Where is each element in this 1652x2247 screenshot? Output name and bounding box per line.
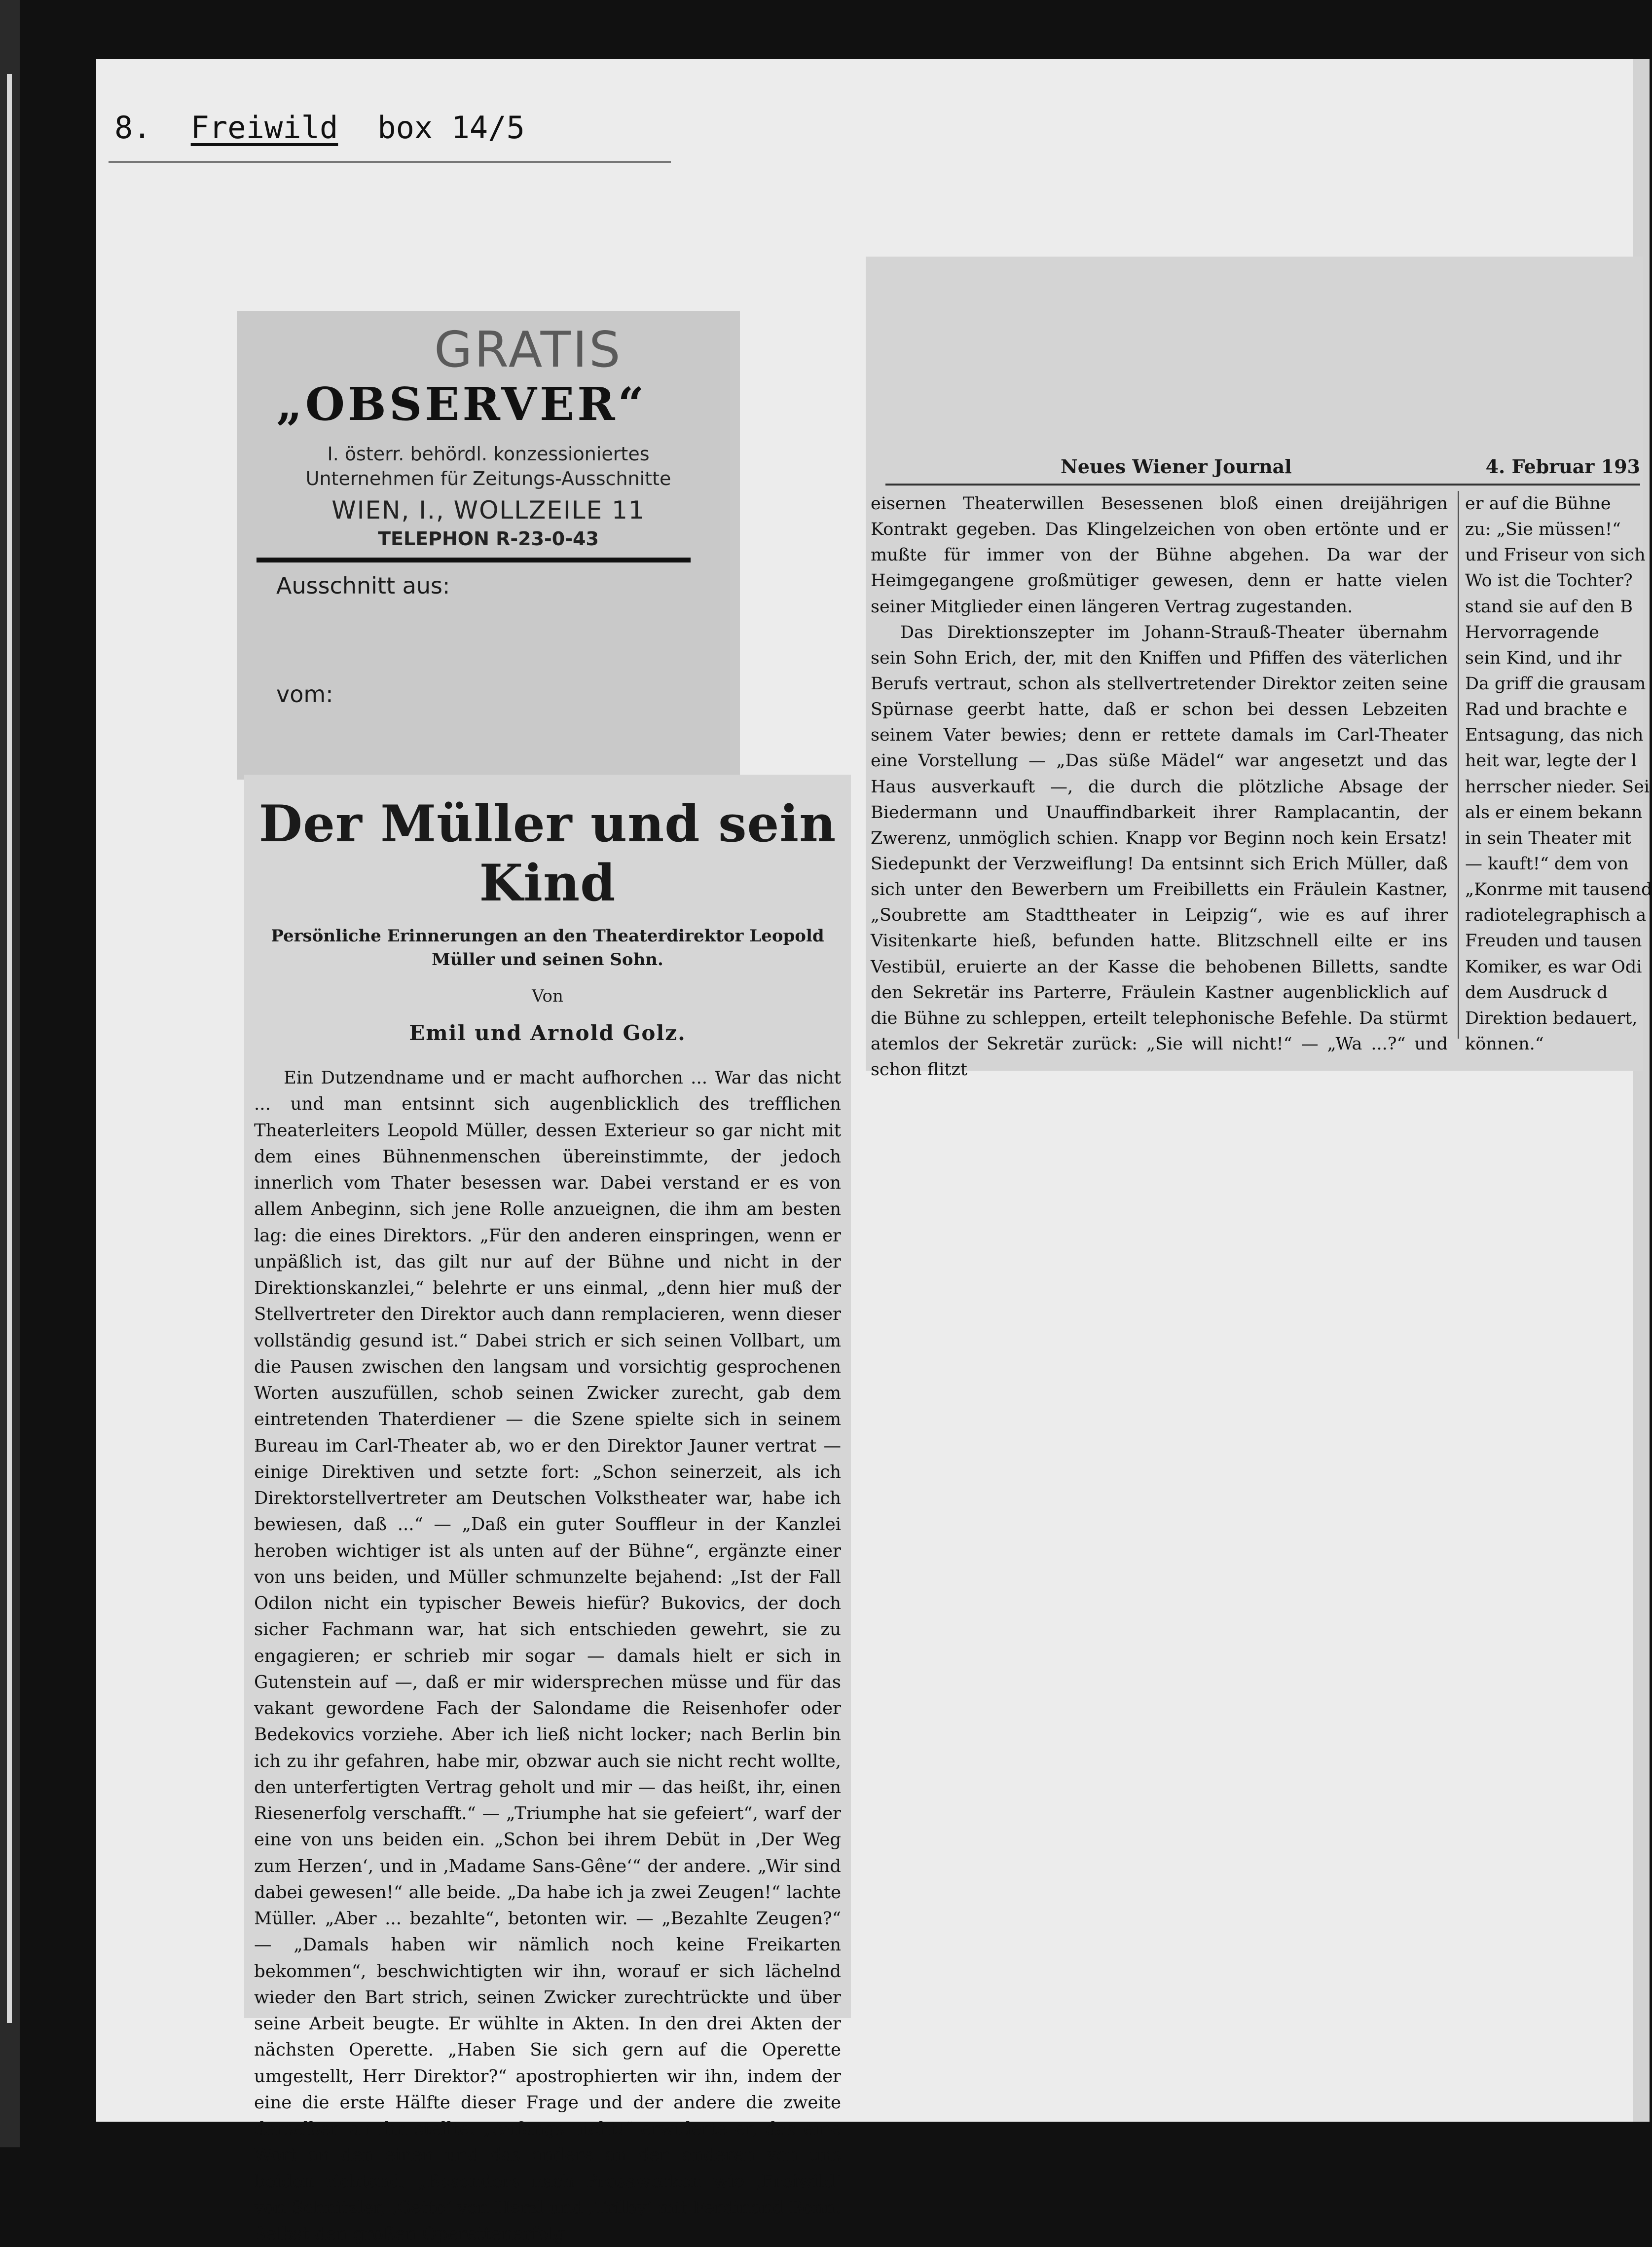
adjacent-page-edge [7,74,12,2023]
side-line: „Konrme mit tausend [1465,880,1652,900]
side-line: herrscher nieder. Sei [1465,777,1650,797]
side-line: als er einem bekann [1465,802,1643,823]
newspaper-name: Neues Wiener Journal [1061,455,1292,478]
side-line: heit war, legte der l [1465,751,1637,771]
side-line: Wo ist die Tochter? [1465,571,1633,591]
column-divider [1458,491,1459,1039]
newspaper-header [885,449,1640,486]
side-line: können.“ [1465,1034,1544,1054]
observer-clipping-stamp [237,311,740,780]
side-line: Da griff die grausam [1465,674,1646,694]
stamp-line-2: Unternehmen für Zeitungs-Ausschnitte [305,468,671,489]
article-body-paragraph: Ein Dutzendname und er macht aufhorchen ... War das nicht ... und man entsinnt sich augenblicklich des trefflichen Theaterleiters Leopold Müller, dessen Exterieur so gar nicht mit dem eines Bühnenmenschen übereinstimmte, der jedoch innerlich vom Thater besessen war. Dabei verstand er es von allem Anbeginn, sich jene Rolle anzueignen, die ihm am besten lag: die eines Direktors. „Für den anderen einspringen, wenn er unpäßlich ist, das gilt nur auf der Bühne und nicht in der Direktionskanzlei,“ belehrte er uns einmal, „denn hier muß der Stellvertreter den Direktor auch dann remplacieren, wenn dieser vollständig gesund ist.“ Dabei strich er sich seinen Vollbart, um die Pausen zwischen den langsam und vorsichtig gesprochenen Worten auszufüllen, schob seinen Zwicker zurecht, gab dem eintretenden Thaterdiener — die Szene spielte sich in seinem Bureau im Carl-Theater ab, wo er den Direktor Jauner vertrat — einige Direktiven und setzte fort: „Schon seinerzeit, als ich Direktorstellvertreter am Deutschen Volkstheater war, habe ich bewiesen, daß ...“ — „Daß ein guter Souffleur in der Kanzlei heroben wichtiger ist als unten auf der Bühne“, ergänzte einer von uns beiden, und Müller schmunzelte bejahend: „Ist der Fall Odilon nicht ein typischer Beweis hiefür? Bukovics, der doch sicher Fachmann war, hat sich entschieden gewehrt, sie zu engagieren; er schrieb mir sogar — damals hielt er sich in Gutenstein auf —, daß er mir widersprechen müsse und für das vakant gewordene Fach der Salondame die Reisenhofer oder Bedekovics vorziehe. Aber ich ließ nicht locker; nach Berlin bin ich zu ihr gefahren, habe mir, obzwar auch sie nicht recht wollte, den unterfertigten Vertrag geholt und mir — das heißt, ihr, einen Riesenerfolg verschafft.“ — „Triumphe hat sie gefeiert“, warf der eine von uns beiden ein. „Schon bei ihrem Debüt in ‚Der Weg zum Herzen‘, und in ‚Madame Sans-Gêne‘“ der andere. „Wir sind dabei gewesen!“ alle beide. „Da habe ich ja zwei Zeugen!“ lachte Müller. „Aber ... bezahlte“, betonten wir. — „Bezahlte Zeugen?“ — „Damals haben wir nämlich noch keine Freikarten bekommen“, beschwichtigten wir ihn, worauf er sich lächelnd wieder den Bart strich, seinen Zwicker zurechtrückte und über seine Arbeit beugte. Er wühlte in Akten. In den drei Akten der nächsten Operette. „Haben Sie sich gern auf die Operette umgestellt, Herr Direktor?“ apostrophierten wir ihn, indem der eine die erste Hälfte dieser Frage und der andere die zweite derselben an ihn stellte. „Anfangs nicht!“ erwiderte er, das eine Wort an den einen und das andere an den anderen von uns beiden richtend. „Besonders nach Prosawerken wie ‚Freiwild‘ von Schnitzler, ‚Getto‘ von Herzl und ‚Trilby‘ mit Ferdinand Bonn. Selbst den großen Operettenerfolg [254,1068,841,2245]
stamp-line-1: I. österr. behördl. konzessioniertes [327,443,650,465]
side-line: stand sie auf den B [1465,597,1633,617]
article-body [254,1065,841,2247]
stamp-rule [257,558,691,562]
article-subheadline: Persönliche Erinnerungen an den Theaterdirektor Leopold Müller und seinen Sohn. [271,926,824,970]
newspaper-date: 4. Februar 193 [1485,455,1640,478]
article-authors: Emil und Arnold Golz. [409,1021,686,1046]
side-line: dem Ausdruck d [1465,982,1608,1003]
stamp-company-name: „OBSERVER“ [276,377,647,431]
side-line: Rad und brachte e [1465,700,1627,720]
side-line: Hervorragende [1465,622,1599,642]
side-line: und Friseur von sich [1465,545,1646,565]
article-continuation-column [871,491,1448,1080]
stamp-date-field: vom: [276,681,333,708]
side-line: radiotelegraphisch a [1465,905,1647,926]
stamp-telephone: TELEPHON R-23-0-43 [378,528,599,550]
continuation-paragraph: Das Direktionszepter im Johann-Strauß-Theater übernahm sein Sohn Erich, der, mit den Kniffen und Pfiffen des väterlichen Berufs vertraut, schon als stellvertretender Direktor zeiten seine Spürnase geerbt hatte, daß er schon bei dessen Lebzeiten seinem Vater bewies; denn er rettete damals im Carl-Theater eine Vorstellung — „Das süße Mädel“ war angesetzt und das Haus ausverkauft —, die durch die plötzliche Absage der Biedermann und Unauffindbarkeit ihrer Ramplacantin, der Zwerenz, unmöglich schien. Knapp vor Beginn noch kein Ersatz! Siedepunkt der Verzweiflung! Da entsinnt sich Erich Müller, daß sich unter den Bewerbern um Freibilletts ein Fräulein Kastner, „Soubrette am Stadttheater in Leipzig“, wie es auf ihrer Visitenkarte hieß, befunden hatte. Blitzschnell eilte er ins Vestibül, eruierte an der Kasse die behobenen Billetts, sandte den Sekretär ins Parterre, Fräulein Kastner augenblicklich auf die Bühne zu schleppen, erteilt telephonische Befehle. Da stürmt atemlos der Sekretär zurück: „Sie will nicht!“ — „Wa ...?“ und schon flitzt [871,622,1448,1080]
side-line: — kauft!“ dem von [1465,854,1629,874]
side-line: er auf die Bühne [1465,494,1611,514]
side-line: in sein Theater mit [1465,828,1631,848]
folder-title: Freiwild [190,109,338,146]
continuation-paragraph: eisernen Theaterwillen Besessenen bloß einen dreijährigen Kontrakt gegeben. Das Klingelzeichen von oben ertönte und er mußte für immer von der Bühne abgehen. Da war der Heimgegangene großmütiger gewesen, denn er hatte vielen seiner Mitglieder einen längeren Vertrag zugestanden. [871,494,1448,617]
side-line: sein Kind, und ihr [1465,648,1622,668]
newspaper-clipping-left [244,775,851,2245]
stamp-gratis: GRATIS [434,321,623,378]
side-line: Freuden und tausen [1465,931,1642,951]
article-headline: Der Müller und sein Kind [258,794,837,913]
folder-number: 8. [114,109,151,146]
side-line: Komiker, es war Odi [1465,957,1642,977]
box-reference: box 14/5 [377,109,525,146]
newspaper-clipping-right [866,257,1652,1080]
stamp-address: WIEN, I., WOLLZEILE 11 [331,496,645,524]
stamp-source-field: Ausschnitt aus: [276,572,450,599]
side-line: Entsagung, das nich [1465,725,1644,746]
side-line: zu: „Sie müssen!“ [1465,520,1621,540]
folder-label [109,94,671,163]
article-byline-prefix: Von [532,986,563,1007]
cropped-side-column [1465,491,1652,1054]
side-line: Direktion bedauert, [1465,1008,1638,1028]
